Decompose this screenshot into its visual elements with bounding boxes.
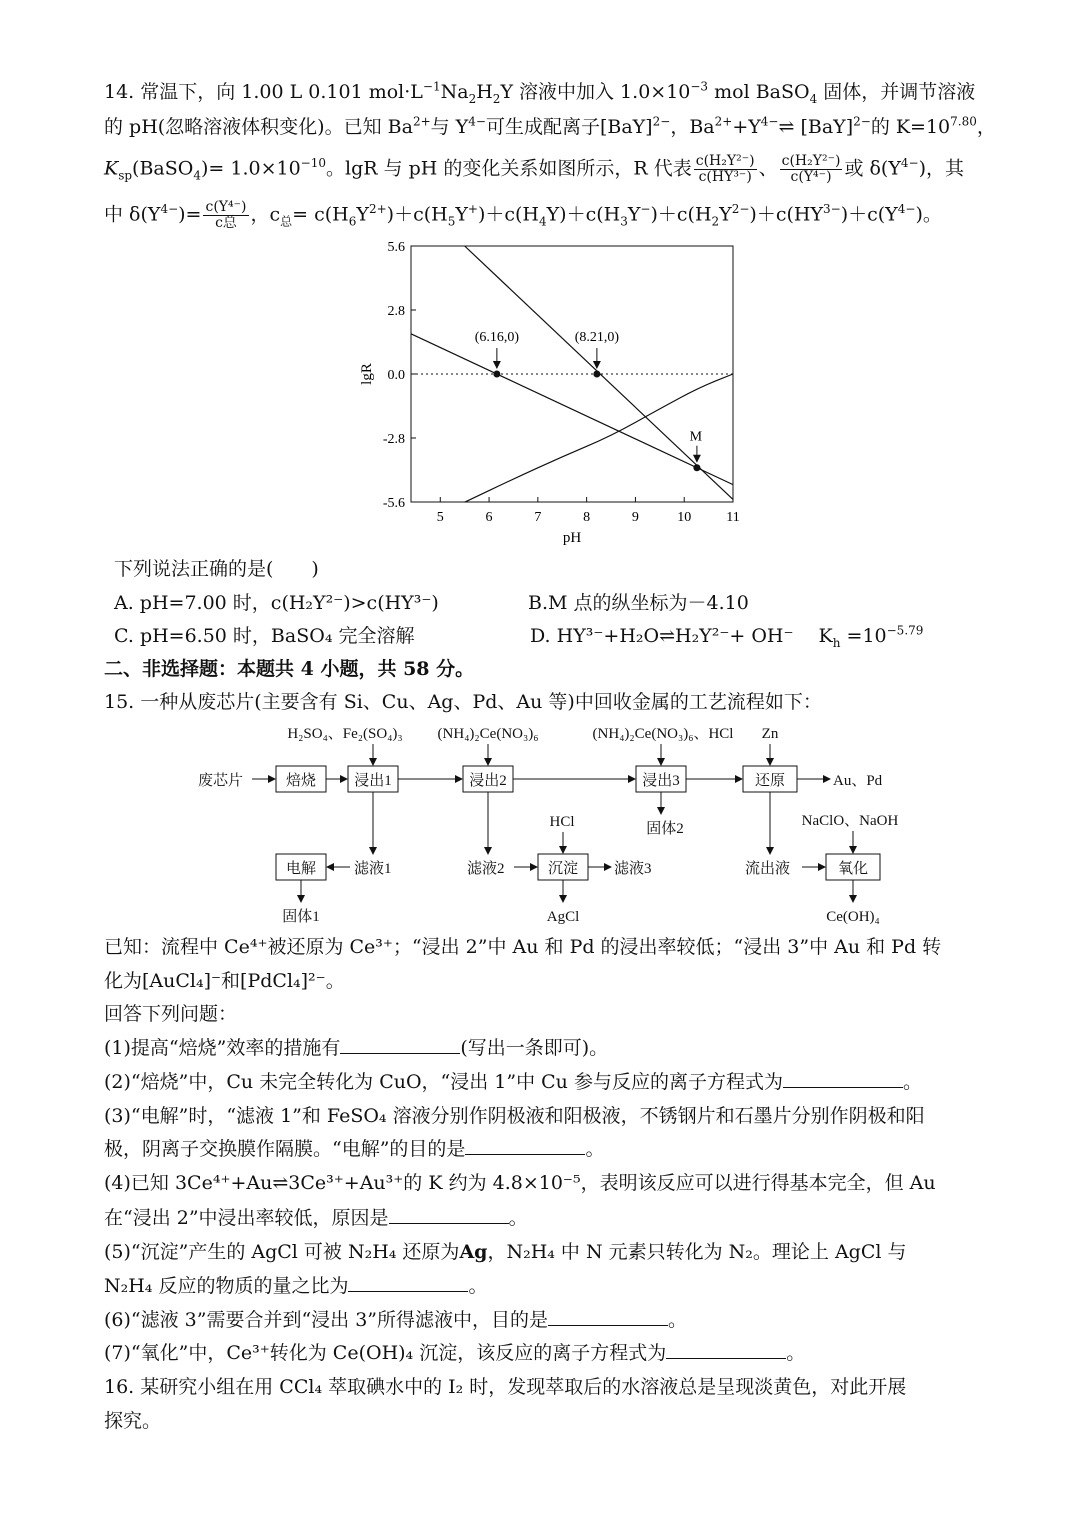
- q15-sub2: (2)“焙烧”中，Cu 未完全转化为 CuO，“浸出 1”中 Cu 参与反应的离子方程式为 。: [104, 1071, 922, 1093]
- lgR-pH-chart: [355, 236, 755, 551]
- q15-sub7: (7)“氧化”中，Ce³⁺转化为 Ce(OH)₄ 沉淀，该反应的离子方程式为 。: [104, 1342, 806, 1364]
- solid-1: 固体1: [282, 909, 320, 925]
- x-tick-label: 7: [534, 510, 542, 525]
- point-3: [693, 464, 700, 471]
- point-label: M: [689, 429, 703, 445]
- filtrate-2: 滤液2: [467, 861, 505, 877]
- reagent-ce-nitrate: (NH₄)₂Ce(NO₃)₆: [437, 726, 539, 742]
- answer-blank[interactable]: [340, 1035, 460, 1054]
- process-flowchart: [190, 718, 920, 933]
- box-electrolysis-label: 电解: [285, 861, 317, 877]
- answer-blank[interactable]: [548, 1307, 668, 1326]
- fraction-r2: $\frac{\text{c(H₂Y²⁻)}}{\text{c(Y⁴⁻)}}$: [781, 153, 841, 185]
- x-axis-label: pH: [562, 530, 582, 546]
- box-leach1-label: 浸出1: [354, 773, 392, 789]
- x-tick-label: 11: [726, 510, 740, 525]
- product-au-pd: Au、Pd: [833, 773, 883, 789]
- y-tick-label: 0.0: [387, 368, 405, 383]
- box-leach2-label: 浸出2: [469, 773, 507, 789]
- q15-sub3-a: (3)“电解”时，“滤液 1”和 FeSO₄ 溶液分别作阴极液和阳极液，不锈钢片和石墨片分别作阴极和阳: [104, 1105, 925, 1127]
- x-tick-label: 5: [436, 510, 444, 525]
- q15-sub4-b: 在“浸出 2”中浸出率较低，原因是 。: [104, 1207, 528, 1229]
- reagent-h2so4: H₂SO₄、Fe₂(SO₄)₃: [287, 726, 403, 742]
- filtrate-3: 滤液3: [614, 861, 652, 877]
- reagent-ce-hcl: (NH₄)₂Ce(NO₃)₆、HCl: [592, 726, 734, 742]
- q14-line4: 中 $\delta(Y^{4-})=$ $\frac{\text{c(Y⁴⁻)}}{\text{c总}}$ ，$c_总= c(H_6Y^{2+})+c(H_5Y^+)+c(H_4Y)+c(H_3Y^-)+c(H_2Y^{2-})+c(HY^{3-})+c(Y^{4-})$。: [104, 199, 942, 231]
- effluent: 流出液: [745, 861, 791, 877]
- x-tick-label: 9: [631, 510, 639, 525]
- option-d: D. HY³⁻+H₂O⇌H₂Y²⁻+ OH⁻ $K_h =10^{-5.79}$: [530, 623, 924, 650]
- fraction-delta: $\frac{\text{c(Y⁴⁻)}}{\text{c总}}$: [205, 199, 247, 231]
- box-precipitate-label: 沉淀: [547, 861, 579, 877]
- q15-sub4-a: (4)已知 3Ce⁴⁺+Au⇌3Ce³⁺+Au³⁺的 K 约为 4.8×10⁻⁵，表明该反应可以进行得基本完全，但 Au: [104, 1172, 936, 1194]
- y-axis-label: lgR: [359, 363, 375, 385]
- q15-sub3-b: 极，阴离子交换膜作隔膜。“电解”的目的是 。: [104, 1138, 605, 1160]
- q15-known-1: 已知：流程中 Ce⁴⁺被还原为 Ce³⁺；“浸出 2”中 Au 和 Pd 的浸出率较低；“浸出 3”中 Au 和 Pd 转: [104, 936, 942, 958]
- point-label: (6.16,0): [474, 330, 520, 345]
- y-tick-label: 2.8: [387, 304, 405, 319]
- answer-blank[interactable]: [465, 1136, 585, 1155]
- option-c: C. pH=6.50 时，BaSO₄ 完全溶解: [114, 625, 415, 647]
- y-tick-label: 5.6: [387, 240, 405, 255]
- start-chip: 废芯片: [198, 773, 244, 789]
- y-tick-label: -2.8: [382, 432, 405, 447]
- box-reduce-label: 还原: [754, 773, 786, 789]
- option-a: A. pH=7.00 时，c(H₂Y²⁻)>c(HY³⁻): [114, 592, 439, 614]
- q15-known-2: 化为[AuCl₄]⁻和[PdCl₄]²⁻。: [104, 970, 345, 992]
- q15-sub5-a: (5)“沉淀”产生的 AgCl 可被 N₂H₄ 还原为Ag，N₂H₄ 中 N 元素只转化为 N₂。理论上 AgCl 与: [104, 1241, 907, 1263]
- x-tick-label: 10: [677, 510, 692, 525]
- section-2-heading: 二、非选择题：本题共 4 小题，共 58 分。: [104, 658, 475, 680]
- q16-line1: 16. 某研究小组在用 CCl₄ 萃取碘水中的 I₂ 时，发现萃取后的水溶液总是呈现淡黄色，对此开展: [104, 1376, 907, 1398]
- fraction-r1: $\frac{\text{c(H₂Y²⁻)}}{\text{c(HY³⁻)}}$: [695, 153, 755, 185]
- q15-answer-prompt: 回答下列问题：: [104, 1003, 238, 1025]
- option-b: B.M 点的纵坐标为－4.10: [528, 592, 749, 614]
- q15-title: 15. 一种从废芯片(主要含有 Si、Cu、Ag、Pd、Au 等)中回收金属的工艺流程如下：: [104, 691, 822, 713]
- point-label: (8.21,0): [574, 330, 620, 345]
- x-tick-label: 8: [583, 510, 591, 525]
- q16-line2: 探究。: [104, 1410, 162, 1432]
- q15-sub5-b: N₂H₄ 反应的物质的量之比为 。: [104, 1275, 488, 1297]
- reagent-naclo: NaClO、NaOH: [801, 813, 899, 829]
- reagent-hcl: HCl: [549, 814, 575, 830]
- x-tick-label: 6: [485, 510, 493, 525]
- reagent-zn: Zn: [761, 726, 779, 742]
- q14-question: 下列说法正确的是( ): [114, 558, 319, 580]
- ceoh4-product: Ce(OH)₄: [826, 909, 880, 925]
- point-1: [493, 371, 500, 378]
- agcl-product: AgCl: [546, 909, 580, 925]
- box-oxidize-label: 氧化: [837, 861, 869, 877]
- answer-blank[interactable]: [783, 1069, 903, 1088]
- box-leach3-label: 浸出3: [642, 773, 680, 789]
- point-2: [593, 371, 600, 378]
- series-line-1: [411, 334, 733, 485]
- solid-2: 固体2: [646, 821, 684, 837]
- answer-blank[interactable]: [666, 1340, 786, 1359]
- box-roast-label: 焙烧: [285, 773, 317, 789]
- filtrate-1: 滤液1: [354, 861, 392, 877]
- answer-blank[interactable]: [348, 1273, 468, 1292]
- q14-line2: 的 pH(忽略溶液体积变化)。已知 $Ba^{2+}$与 $Y^{4-}$可生成配离子[BaY]$^{2-}$，$Ba^{2+}+Y^{4-}\rightleftharpoons$ [BaY]$^{2-}$的 $K=10^{7.80}$，: [104, 114, 996, 138]
- q15-sub6: (6)“滤液 3”需要合并到“浸出 3”所得滤液中，目的是 。: [104, 1309, 688, 1331]
- y-tick-label: -5.6: [382, 496, 405, 511]
- q14-line3: $K_{sp}(BaSO_4)= 1.0\times 10^{-10}$。lgR 与 pH 的变化关系如图所示，R 代表 $\frac{\text{c(H₂Y²⁻)}}{\text{c(HY³⁻)}}$ 、 $\frac{\text{c(H₂Y²⁻)}}{\text{c(Y⁴⁻)}}$ 或 $\delta(Y^{4-})$，其: [104, 153, 965, 185]
- q14-line1: 14. 常温下，向 1.00 L 0.101 $mol\cdot L^{-1}Na_2H_2Y$ 溶液中加入 $1.0\times 10^{-3}$ mol BaSO$_4$ 固体，并调节溶液: [104, 79, 976, 106]
- answer-blank[interactable]: [389, 1205, 509, 1224]
- q15-sub1: (1)提高“焙烧”效率的措施有 (写出一条即可)。: [104, 1037, 609, 1059]
